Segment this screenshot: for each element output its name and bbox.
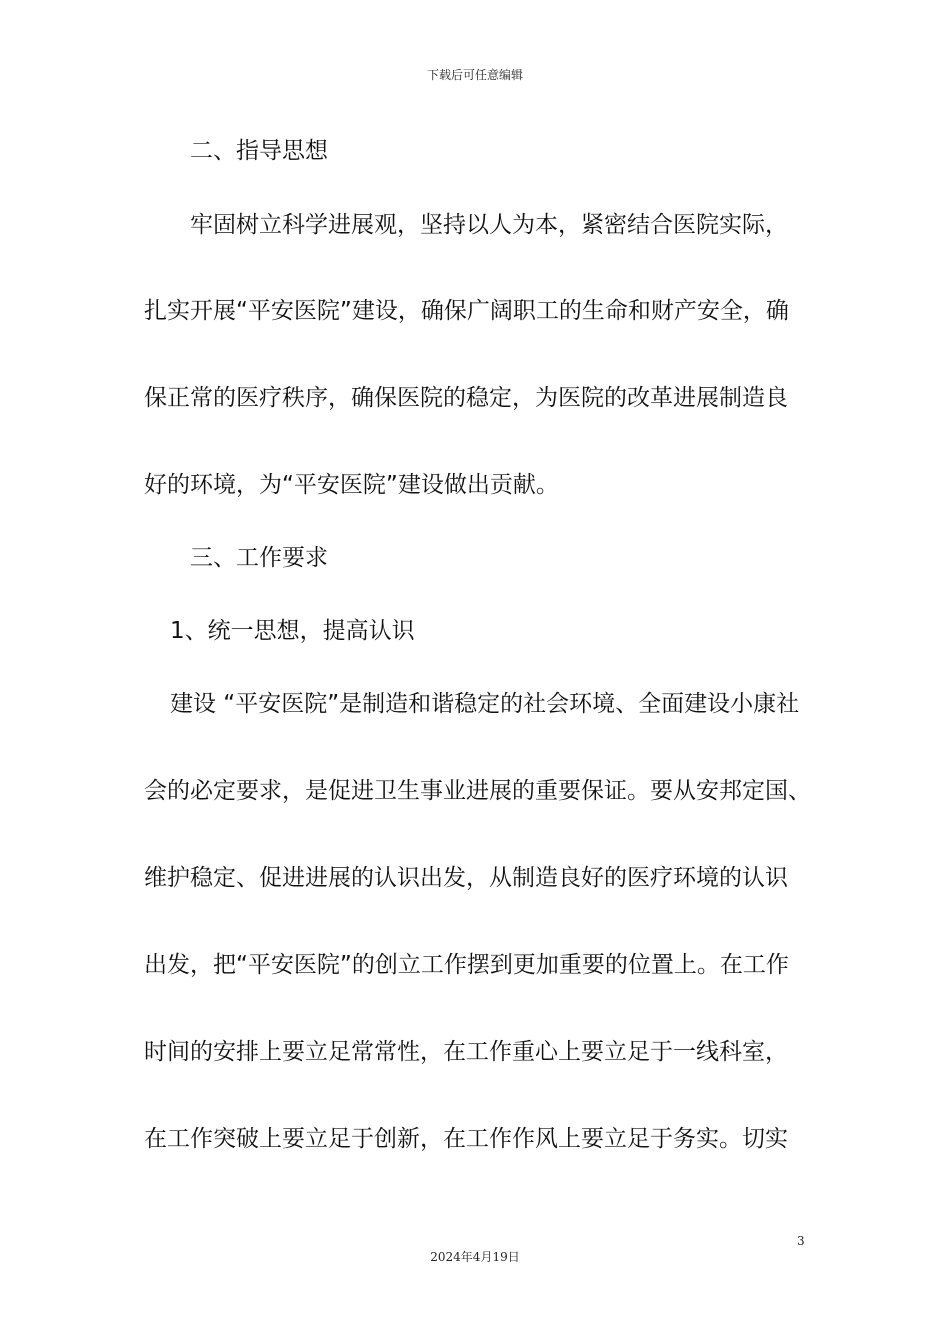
section-heading-work-requirements: 三、工作要求 (190, 545, 328, 571)
paragraph-line: 好的环境，为“平安医院”建设做出贡献。 (144, 472, 559, 498)
section-heading-guiding-ideology: 二、指导思想 (190, 138, 328, 164)
paragraph-line: 在工作突破上要立足于创新，在工作作风上要立足于务实。切实 (144, 1126, 788, 1152)
paragraph-line: 时间的安排上要立足常常性，在工作重心上要立足于一线科室， (144, 1039, 788, 1065)
paragraph-line: 会的必定要求，是促进卫生事业进展的重要保证。要从安邦定国、 (144, 778, 811, 804)
page-number: 3 (797, 1234, 805, 1248)
subsection-heading: 1、统一思想，提高认识 (170, 618, 415, 644)
footer-date: 2024年4月19日 (430, 1250, 520, 1264)
paragraph-line: 保正常的医疗秩序，确保医院的稳定，为医院的改革进展制造良 (144, 385, 788, 411)
paragraph-line: 牢固树立科学进展观，坚持以人为本，紧密结合医院实际， (190, 212, 788, 238)
paragraph-line: 建设 “平安医院”是制造和谐稳定的社会环境、全面建设小康社 (170, 691, 800, 717)
page-header: 下载后可任意编辑 (426, 68, 523, 82)
paragraph-line: 扎实开展“平安医院”建设，确保广阔职工的生命和财产安全，确 (144, 298, 789, 324)
paragraph-line: 维护稳定、促进进展的认识出发，从制造良好的医疗环境的认识 (144, 865, 788, 891)
paragraph-line: 出发，把“平安医院”的创立工作摆到更加重要的位置上。在工作 (144, 952, 789, 978)
